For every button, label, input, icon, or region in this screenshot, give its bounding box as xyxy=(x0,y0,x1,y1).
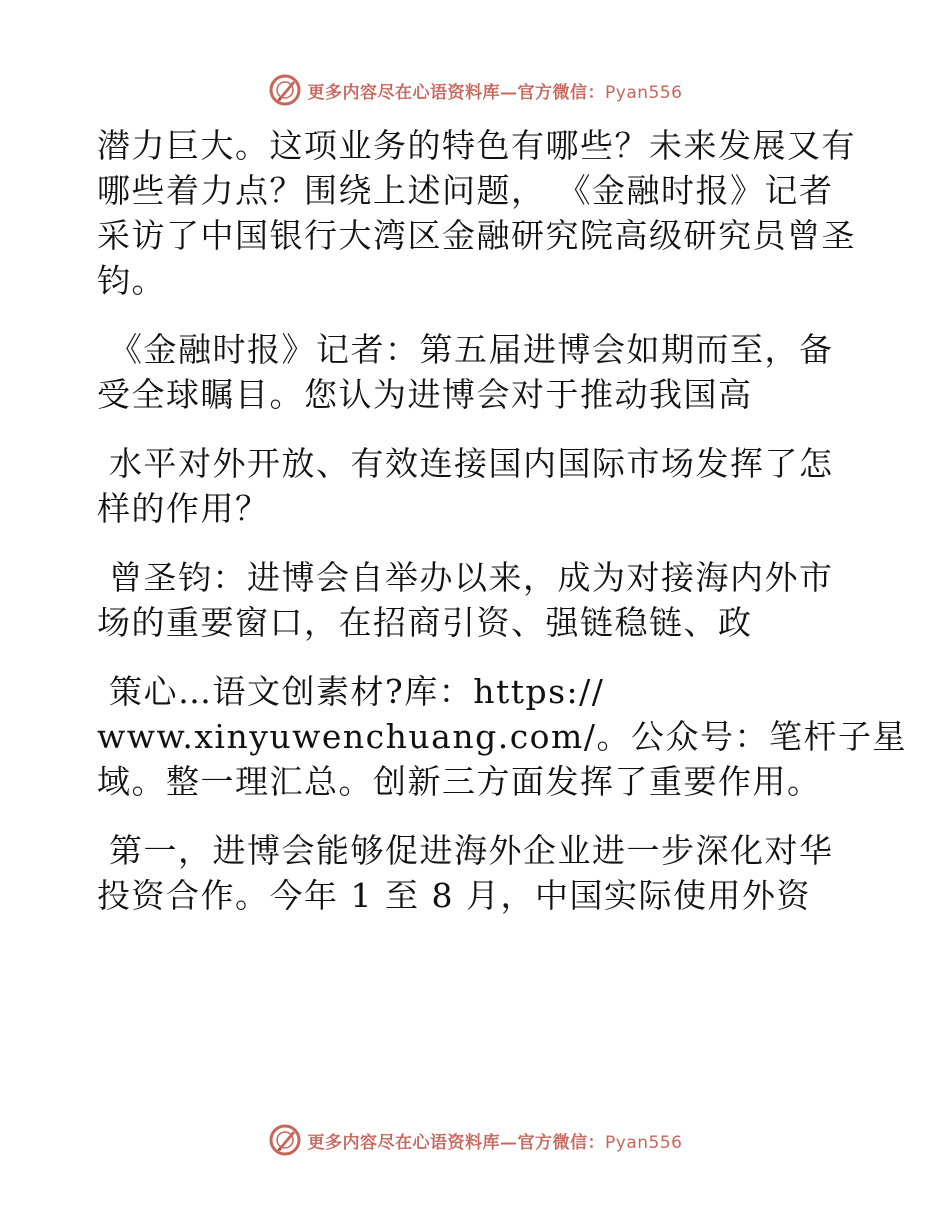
paragraph xyxy=(97,327,857,417)
document-body xyxy=(97,123,907,918)
banner-wechat-id: Pyan556 xyxy=(605,1132,683,1153)
text-line: 域。整一理汇总。创新三方面发挥了重要作用。 xyxy=(97,762,822,801)
banner-text xyxy=(308,78,683,103)
text-line: 曾圣钧：进博会自举办以来，成为对接海内外市 xyxy=(109,558,834,597)
banner-text xyxy=(308,1128,683,1153)
text-line: 《金融时报》记者：第五届进博会如期而至，备 xyxy=(109,330,834,369)
paragraph xyxy=(97,555,857,645)
footer-banner xyxy=(0,1120,950,1160)
paragraph xyxy=(97,669,907,804)
banner-library-name: 更多内容尽在心语资料库 xyxy=(307,82,501,103)
banner-wechat-label: 官方微信： xyxy=(517,1132,606,1153)
paragraph xyxy=(97,441,857,531)
banner-wechat-id: Pyan556 xyxy=(605,82,683,103)
text-line: 采访了中国银行大湾区金融研究院高级研究员曾圣 xyxy=(97,216,856,255)
banner-dash: — xyxy=(500,82,518,103)
text-line: www.xinyuwenchuang.com/。公众号：笔杆子星 xyxy=(97,717,907,756)
text-line: 钧。 xyxy=(97,261,166,300)
text-line: 投资合作。今年 1 至 8 月，中国实际使用外资 xyxy=(97,876,811,915)
text-line: 潜力巨大。这项业务的特色有哪些？未来发展又有 xyxy=(97,126,856,165)
banner-library-name: 更多内容尽在心语资料库 xyxy=(307,1132,501,1153)
text-line: 受全球瞩目。您认为进博会对于推动我国高 xyxy=(97,375,753,414)
banner-dash: — xyxy=(500,1132,518,1153)
quill-logo-icon xyxy=(268,1123,302,1157)
banner-wechat-label: 官方微信： xyxy=(517,82,606,103)
text-line: 哪些着力点？围绕上述问题， 《金融时报》记者 xyxy=(97,171,834,210)
header-banner xyxy=(0,70,950,110)
paragraph xyxy=(97,123,857,303)
paragraph xyxy=(97,828,857,918)
text-line: 水平对外开放、有效连接国内国际市场发挥了怎 xyxy=(109,444,834,483)
text-line: 样的作用？ xyxy=(97,489,270,528)
text-line: 场的重要窗口，在招商引资、强链稳链、政 xyxy=(97,603,753,642)
text-line: 第一，进博会能够促进海外企业进一步深化对华 xyxy=(109,831,834,870)
text-line: 策心…语文创素材?库：https:// xyxy=(109,672,605,711)
quill-logo-icon xyxy=(268,73,302,107)
